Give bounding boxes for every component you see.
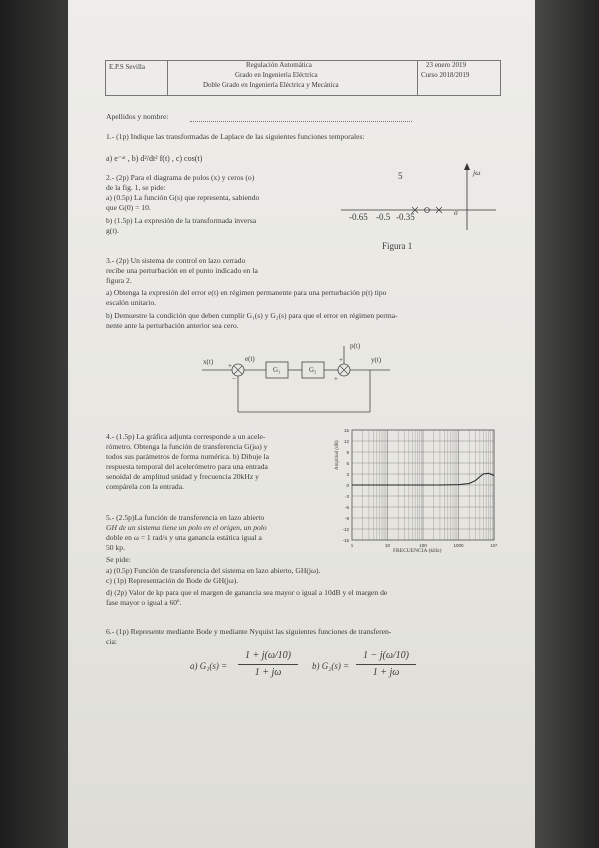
signal-p: p(t) (350, 342, 361, 350)
q4-line-3: todos sus parámetros de forma numérica. b) Dibuje la (106, 452, 270, 461)
sign-minus-1: − (232, 375, 236, 383)
bode-y-tick-label: 15 (343, 428, 349, 433)
signal-x: x(t) (203, 358, 214, 366)
q6-b-fraction-bar (356, 664, 416, 665)
bode-y-tick-label: 6 (346, 461, 349, 466)
sign-plus-3: + (334, 375, 338, 383)
q6-b-label: b) G₂(s) = (312, 661, 350, 671)
five-label: 5 (398, 171, 403, 181)
school-name: E.P.S Sevilla (109, 63, 145, 71)
q2-line-2: de la fig. 1, se pide: (106, 183, 166, 192)
g2-label: G₂ (309, 366, 317, 374)
q2-line-6: g(t). (106, 226, 119, 235)
bode-y-tick-label: 0 (346, 483, 349, 488)
q6-a-label: a) G₁(s) = (190, 661, 228, 671)
background-left (0, 0, 70, 848)
q1-items: a) e⁻ᵃᵗ , b) d²/dt² f(t) , c) cos(t) (106, 154, 203, 163)
q5-line-3: doble en ω = 1 rad/s y una ganancia estática igual a (106, 533, 262, 542)
q3-line-5: escalón unitario. (106, 298, 157, 307)
q5-item-d-1: d) (2p) Valor de kp para que el margen de ganancia sea mayor o igual a 10dB y el margen de (106, 588, 388, 597)
q5-line-5: Se pide: (106, 555, 131, 564)
q5-line-4: 50 kp. (106, 543, 125, 552)
degree-line-1: Grado en Ingeniería Eléctrica (235, 71, 318, 79)
q4-line-4: respuesta temporal del acelerómetro para una entrada (106, 462, 268, 471)
q4-line-1: 4.- (1.5p) La gráfica adjunta corresponde a un acele- (106, 432, 266, 441)
bode-y-tick-label: -9 (344, 516, 349, 521)
degree-line-2: Doble Grado en Ingeniería Eléctrica y Mecánica (203, 81, 339, 89)
course-title: Regulación Automática (246, 61, 312, 69)
q6-b-denominator: 1 + jω (372, 667, 400, 678)
g1-label: G₁ (273, 366, 281, 374)
bode-y-tick-label: 3 (346, 472, 349, 477)
sigma-label: σ (454, 208, 458, 217)
q2-line-3: a) (0.5p) La función G(s) que representa, sabiendo (106, 193, 260, 202)
tick-neg-0-5: -0.5 (376, 212, 391, 222)
q6-a-fraction-bar (238, 664, 298, 665)
q6-a-denominator: 1 + jω (254, 667, 282, 678)
q4-line-2: rómetro. Obtenga la función de transferencia G(jω) y (106, 442, 268, 451)
exam-sheet (68, 0, 535, 848)
signal-e: e(t) (245, 355, 255, 363)
q3-line-4: a) Obtenga la expresión del error e(t) en régimen permanente para una perturbación p(t) tipo (106, 288, 387, 297)
name-field-line (190, 121, 412, 122)
figure-1-caption: Figura 1 (382, 241, 413, 251)
figure-1-pole-zero (336, 160, 506, 260)
q6-b-numerator: 1 − j(ω/10) (362, 650, 410, 661)
q5-item-a: a) (0.5p) Función de transferencia del sistema en lazo abierto, GH(jω). (106, 566, 321, 575)
q3-line-7: nente ante la perturbación anterior sea cero. (106, 321, 239, 330)
q2-line-4: que G(0) = 10. (106, 203, 151, 212)
name-label: Apellidos y nombre: (106, 112, 169, 121)
q3-line-6: b) Demuestre la condición que deben cumplir G₁(s) y G₂(s) para que el error en régimen perma- (106, 311, 398, 320)
bode-y-tick-label: -15 (342, 538, 349, 543)
jw-label: jω (473, 168, 481, 177)
bode-y-tick-label: 12 (343, 439, 349, 444)
q6-a-numerator: 1 + j(ω/10) (244, 650, 292, 661)
bode-ylabel: Amplitud (dB) (335, 440, 340, 470)
q2-line-1: 2.- (2p) Para el diagrama de polos (x) y ceros (o) (106, 173, 255, 182)
tick-neg-0-65: -0.65 (349, 212, 368, 222)
q3-line-1: 3.- (2p) Un sistema de control en lazo cerrado (106, 256, 246, 265)
bode-x-tick-label: 10 (384, 543, 391, 548)
academic-year: Curso 2018/2019 (421, 71, 470, 79)
q5-line-1: 5.- (2.5p)La función de transferencia en lazo abierto (106, 513, 265, 522)
q6-line-2: cia: (106, 637, 117, 646)
bode-magnitude-chart (330, 424, 502, 559)
q2-line-5: b) (1.5p) La expresión de la transformada inversa (106, 216, 257, 225)
bode-y-tick-label: -6 (344, 505, 349, 510)
tick-neg-0-35: -0.35 (396, 212, 415, 222)
q5-item-c: c) (1p) Representación de Bode de GH(jω). (106, 576, 239, 585)
bode-y-tick-label: -12 (342, 527, 349, 532)
sign-plus-2: + (339, 356, 343, 364)
bode-x-tick-label: 10⁴ (490, 543, 498, 548)
bode-x-tick-label: 100 (419, 543, 427, 548)
q5-item-d-2: fase mayor o igual a 60º. (106, 598, 182, 607)
exam-date: 23 enero 2019 (426, 61, 467, 69)
q4-line-6: compárela con la entrada. (106, 482, 185, 491)
q1-text: 1.- (1p) Indique las transformadas de Laplace de las siguientes funciones temporales: (106, 132, 365, 141)
jw-arrow (464, 163, 470, 170)
q4-line-5: senoidal de amplitud unidad y frecuencia 20kHz y (106, 472, 259, 481)
q5-line-2: GH de un sistema tiene un polo en el origen, un polo (106, 523, 267, 532)
bode-y-tick-label: 9 (346, 450, 349, 455)
bode-y-tick-label: -3 (344, 494, 349, 499)
bode-xlabel: FRECUENCIA (kHz) (393, 548, 442, 554)
bode-x-tick-label: 1 (350, 543, 354, 548)
background-right (533, 0, 599, 848)
q6-line-1: 6.- (1p) Represente mediante Bode y mediante Nyquist las siguientes funciones de transferen- (106, 627, 392, 636)
signal-y: y(t) (371, 356, 382, 364)
figure-2-block-diagram (198, 340, 398, 418)
bode-x-tick-label: 1000 (453, 543, 464, 548)
sign-plus-1: + (228, 362, 232, 370)
q3-line-2: recibe una perturbación en el punto indicado en la (106, 266, 258, 275)
q3-line-3: figura 2. (106, 276, 132, 285)
